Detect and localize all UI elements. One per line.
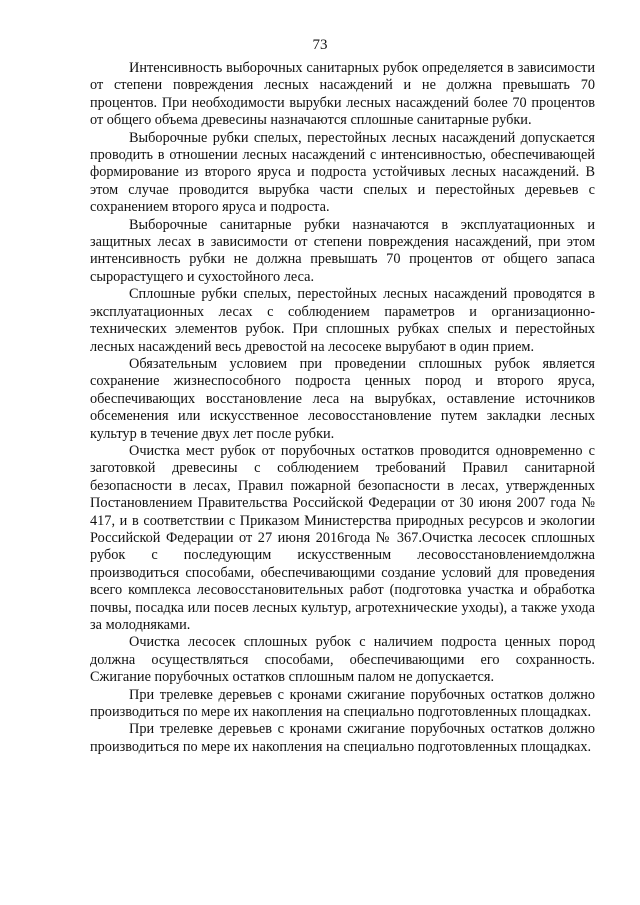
paragraph-selective-sanitary: Выборочные санитарные рубки назначаются в эксплуатационных и защитных лесах в зависимости от степени повреждения насаждений, при этом интенсивность рубки не должна превышать 70 процентов от общего запаса сырорастущего и сухостойного леса.: [90, 216, 595, 285]
paragraph-skidding-burning-repeat: При трелевке деревьев с кронами сжигание порубочных остатков должно производиться по мере их накопления на специально подготовленных площадках.: [90, 721, 595, 755]
paragraph-sanitary-intensity: Интенсивность выборочных санитарных рубок определяется в зависимости от степени повреждения лесных насаждений и не должна превышать 70 процентов. При необходимости вырубки лесных насаждений более 70 процентов от общего объема древесины назначаются сплошные санитарные рубки.: [90, 60, 595, 129]
paragraph-clear-cutting: Сплошные рубки спелых, перестойных лесных насаждений проводятся в эксплуатационных лесах с соблюдением параметров и организационно-технических элементов рубок. При сплошных рубках спелых и перестойных лесных насаждений весь древостой на лесосеке вырубают в один прием.: [90, 286, 595, 355]
paragraph-undergrowth-cleaning: Очистка лесосек сплошных рубок с наличием подроста ценных пород должна осуществляться способами, обеспечивающими его сохранность. Сжигание порубочных остатков сплошным палом не допускается.: [90, 634, 595, 686]
page-number: 73: [312, 37, 328, 53]
paragraph-skidding-burning: При трелевке деревьев с кронами сжигание порубочных остатков должно производиться по мере их накопления на специально подготовленных площадках.: [90, 686, 595, 721]
paragraph-selective-cutting: Выборочные рубки спелых, перестойных лесных насаждений допускается проводить в отношении лесных насаждений с интенсивностью, обеспечивающей формирование из второго яруса и подроста устойчивых лесных насаждений. В этом случае проводится вырубка части спелых и перестойных деревьев с сохранением второго яруса и подроста.: [90, 129, 595, 216]
document-body: [90, 60, 595, 756]
paragraph-mandatory-condition: Обязательным условием при проведении сплошных рубок является сохранение жизнеспособного подроста ценных пород и второго яруса, обеспечивающих восстановление леса на вырубках, оставление источников обсеменения или искусственное лесовосстановление путем закладки лесных культур в течение двух лет после рубки.: [90, 355, 595, 442]
paragraph-site-cleaning: Очистка мест рубок от порубочных остатков проводится одновременно с заготовкой древесины с соблюдением требований Правил санитарной безопасности в лесах, Правил пожарной безопасности в лесах, утвержденных Постановлением Правительства Российской Федерации от 30 июня 2007 года № 417, и в соответствии с Приказом Министерства природных ресурсов и экологии Российской Федерации от 27 июня 2016года № 367.Очистка лесосек сплошных рубок с последующим искусственным лесовосстановлениемдолжна производиться способами, обеспечивающими создание условий для проведения всего комплекса лесовосстановительных работ (подготовка участка и обработка почвы, посадка или посев лесных культур, агротехнические уходы), а также ухода за молодняками.: [90, 442, 595, 633]
